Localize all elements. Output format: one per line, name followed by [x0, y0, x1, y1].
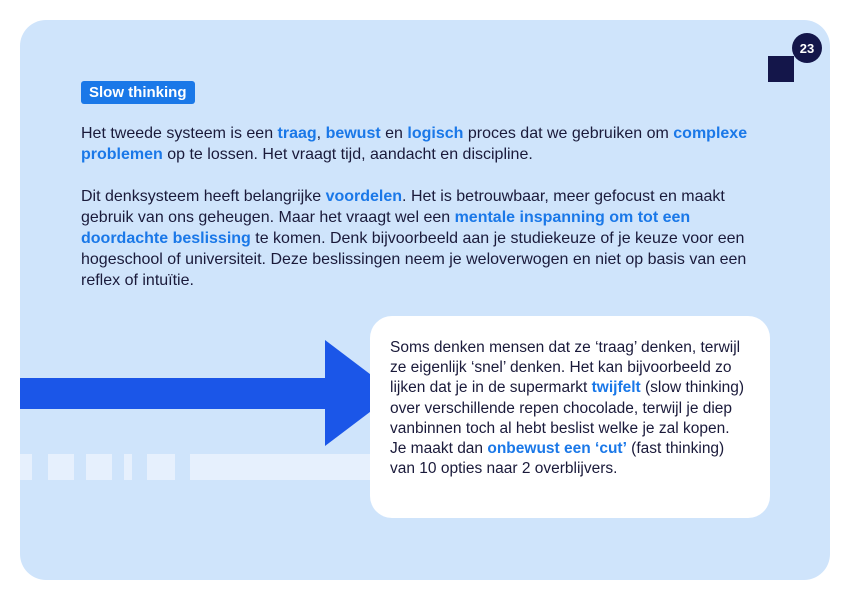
- page-corner-square: [768, 56, 794, 82]
- dash-segment: [48, 454, 74, 480]
- dash-segment: [147, 454, 175, 480]
- dash-segment: [86, 454, 112, 480]
- callout-text: Soms denken mensen dat ze ‘traag’ denken, terwijl ze eigenlijk ‘snel’ denken. Het kan bijvoorbeeld zo lijken dat je in de supermarkt twijfelt (slow thinking) over verschillende repen chocolade, terwijl je diep vanbinnen toch al hebt beslist welke je zal kopen. Je maakt dan onbewust een ‘cut’ (fast thinking) van 10 opties naar 2 overblijvers.: [390, 339, 745, 478]
- page-card: [20, 20, 830, 580]
- arrow-shaft: [20, 378, 330, 409]
- benefits-paragraph: Dit denksysteem heeft belangrijke voordelen. Het is betrouwbaar, meer gefocust en maakt gebruik van ons geheugen. Maar het vraagt wel een mentale inspanning om tot een doordachte beslissing te komen. Denk bijvoorbeeld aan je studiekeuze of je keuze voor een hogeschool of universiteit. Deze beslissingen neem je weloverwogen en niet op basis van een reflex of intuïtie.: [81, 188, 747, 289]
- page-number-badge: 23: [792, 33, 822, 63]
- intro-paragraph: Het tweede systeem is een traag, bewust en logisch proces dat we gebruiken om complexe problemen op te lossen. Het vraagt tijd, aandacht en discipline.: [81, 125, 748, 163]
- section-tag: Slow thinking: [81, 81, 195, 104]
- callout-speech-bubble: [370, 316, 770, 518]
- dash-segment: [20, 454, 32, 480]
- dash-segment: [124, 454, 132, 480]
